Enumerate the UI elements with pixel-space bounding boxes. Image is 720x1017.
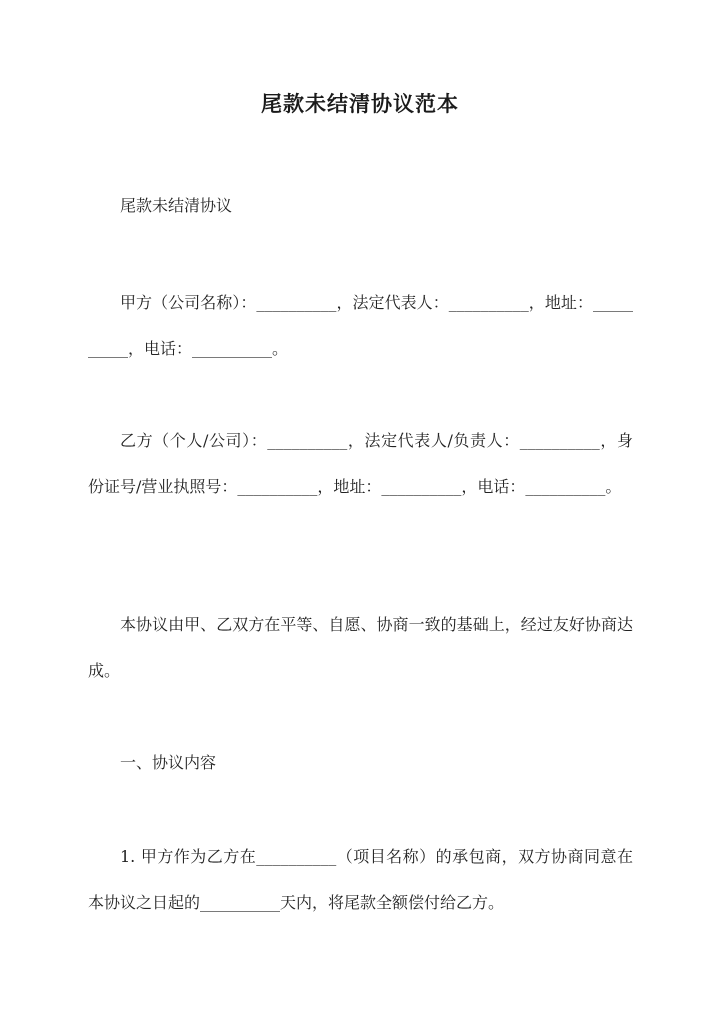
party-b-paragraph: 乙方（个人/公司）：__________，法定代表人/负责人：__________，身份证号/营业执照号：__________，地址：__________，电话：__________。 [88, 431, 633, 496]
party-a-paragraph: 甲方（公司名称）：__________，法定代表人：__________，地址：__________，电话：__________。 [88, 293, 633, 358]
document-title: 尾款未结清协议范本 [261, 91, 459, 116]
intro-paragraph: 本协议由甲、乙双方在平等、自愿、协商一致的基础上，经过友好协商达成。 [88, 615, 633, 680]
section-heading: 一、协议内容 [120, 753, 217, 772]
clause-1-paragraph: 1. 甲方作为乙方在__________（项目名称）的承包商，双方协商同意在本协议之日起的__________天内，将尾款全额偿付给乙方。 [88, 847, 633, 912]
agreement-subtitle: 尾款未结清协议 [120, 196, 233, 215]
